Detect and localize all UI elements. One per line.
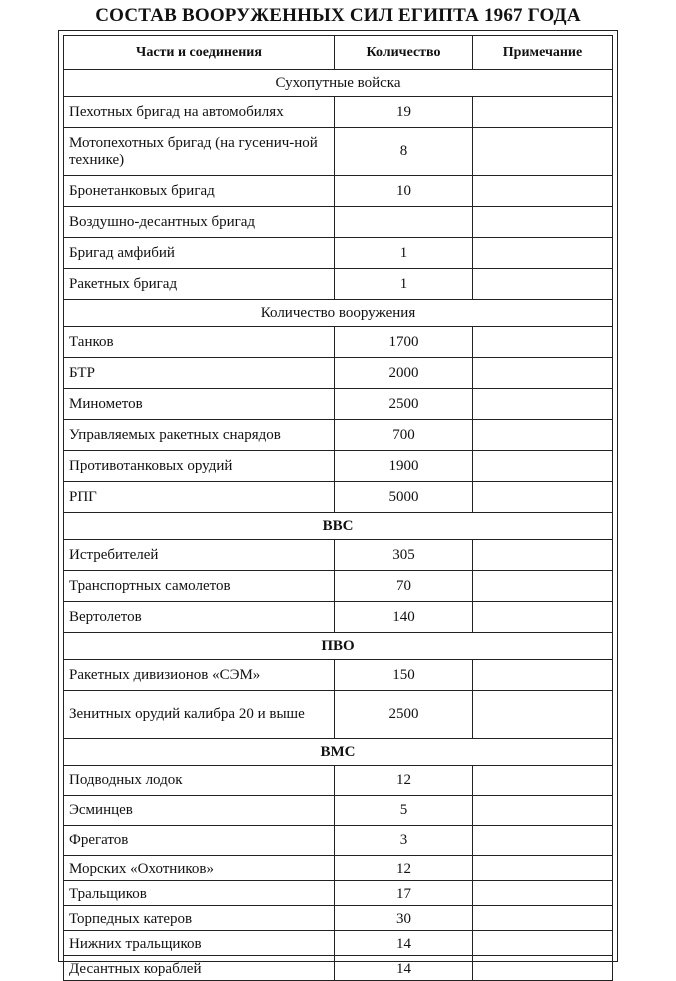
row-note [473,389,613,420]
row-name: Морских «Охотников» [64,856,335,881]
row-quantity: 1900 [335,451,473,482]
section-row-armament [64,300,613,327]
section-title: Сухопутные войска [64,70,613,97]
row-name: Подводных лодок [64,766,335,796]
row-note [473,358,613,389]
row-note [473,207,613,238]
row-name: Бригад амфибий [64,238,335,269]
table-row [64,420,613,451]
table-row [64,269,613,300]
row-name: БТР [64,358,335,389]
row-note [473,796,613,826]
column-header-quantity: Количество [335,36,473,70]
row-note [473,540,613,571]
row-note [473,660,613,691]
table-frame [58,30,618,977]
row-name: Вертолетов [64,602,335,633]
row-note [473,176,613,207]
row-note [473,420,613,451]
row-name: Воздушно-десантных бригад [64,207,335,238]
row-note [473,691,613,739]
table-row [64,97,613,128]
row-name: Танков [64,327,335,358]
row-quantity: 12 [335,766,473,796]
row-note [473,931,613,956]
row-quantity: 19 [335,97,473,128]
section-row-air-force [64,513,613,540]
row-note [473,128,613,176]
row-name: Ракетных бригад [64,269,335,300]
table-row [64,176,613,207]
section-title: Количество вооружения [64,300,613,327]
section-title: ВВС [64,513,613,540]
row-quantity: 1 [335,269,473,300]
row-name: Нижних тральщиков [64,931,335,956]
row-quantity: 5 [335,796,473,826]
table-row [64,881,613,906]
table-row [64,571,613,602]
row-name: Транспортных самолетов [64,571,335,602]
row-name: Торпедных катеров [64,906,335,931]
row-name: РПГ [64,482,335,513]
table-row [64,358,613,389]
row-quantity: 5000 [335,482,473,513]
table-row [64,906,613,931]
table-row [64,931,613,956]
row-quantity: 10 [335,176,473,207]
row-note [473,602,613,633]
row-note [473,97,613,128]
row-quantity: 305 [335,540,473,571]
row-note [473,269,613,300]
row-note [473,956,613,981]
row-name: Фрегатов [64,826,335,856]
row-quantity: 2500 [335,389,473,420]
table-row [64,540,613,571]
row-name: Бронетанковых бригад [64,176,335,207]
row-note [473,327,613,358]
row-name: Управляемых ракетных снарядов [64,420,335,451]
row-note [473,482,613,513]
table-row [64,796,613,826]
section-title: ПВО [64,633,613,660]
table-row [64,327,613,358]
table-row [64,389,613,420]
row-note [473,766,613,796]
table-row [64,602,613,633]
table-row [64,128,613,176]
row-quantity: 14 [335,931,473,956]
row-quantity: 3 [335,826,473,856]
row-quantity: 150 [335,660,473,691]
table-row [64,660,613,691]
table-row [64,956,613,981]
row-quantity: 30 [335,906,473,931]
row-name: Зенитных орудий калибра 20 и выше [64,691,335,739]
row-note [473,451,613,482]
row-quantity: 70 [335,571,473,602]
row-name: Эсминцев [64,796,335,826]
section-title: ВМС [64,739,613,766]
table-row [64,238,613,269]
row-quantity: 1 [335,238,473,269]
section-row-air-defense [64,633,613,660]
table-row [64,482,613,513]
row-note [473,826,613,856]
row-quantity: 700 [335,420,473,451]
row-quantity: 8 [335,128,473,176]
row-note [473,571,613,602]
column-header-note: Примечание [473,36,613,70]
row-quantity: 2500 [335,691,473,739]
table-row [64,856,613,881]
row-name: Мотопехотных бригад (на гусенич-ной технике) [64,128,335,176]
section-row-ground-forces [64,70,613,97]
row-name: Десантных кораблей [64,956,335,981]
row-name: Противотанковых орудий [64,451,335,482]
row-note [473,881,613,906]
row-quantity: 12 [335,856,473,881]
forces-table [63,35,613,981]
column-header-name: Части и соединения [64,36,335,70]
row-quantity: 17 [335,881,473,906]
table-row [64,451,613,482]
table-row [64,826,613,856]
table-row [64,691,613,739]
row-quantity: 140 [335,602,473,633]
row-name: Истребителей [64,540,335,571]
row-note [473,856,613,881]
table-header-row [64,36,613,70]
row-name: Тральщиков [64,881,335,906]
row-name: Минометов [64,389,335,420]
row-name: Ракетных дивизионов «СЭМ» [64,660,335,691]
section-row-navy [64,739,613,766]
page-title: СОСТАВ ВООРУЖЕННЫХ СИЛ ЕГИПТА 1967 ГОДА [95,5,581,26]
row-quantity: 14 [335,956,473,981]
row-quantity [335,207,473,238]
row-quantity: 2000 [335,358,473,389]
row-name: Пехотных бригад на автомобилях [64,97,335,128]
row-quantity: 1700 [335,327,473,358]
row-note [473,906,613,931]
table-row [64,766,613,796]
row-note [473,238,613,269]
table-row [64,207,613,238]
